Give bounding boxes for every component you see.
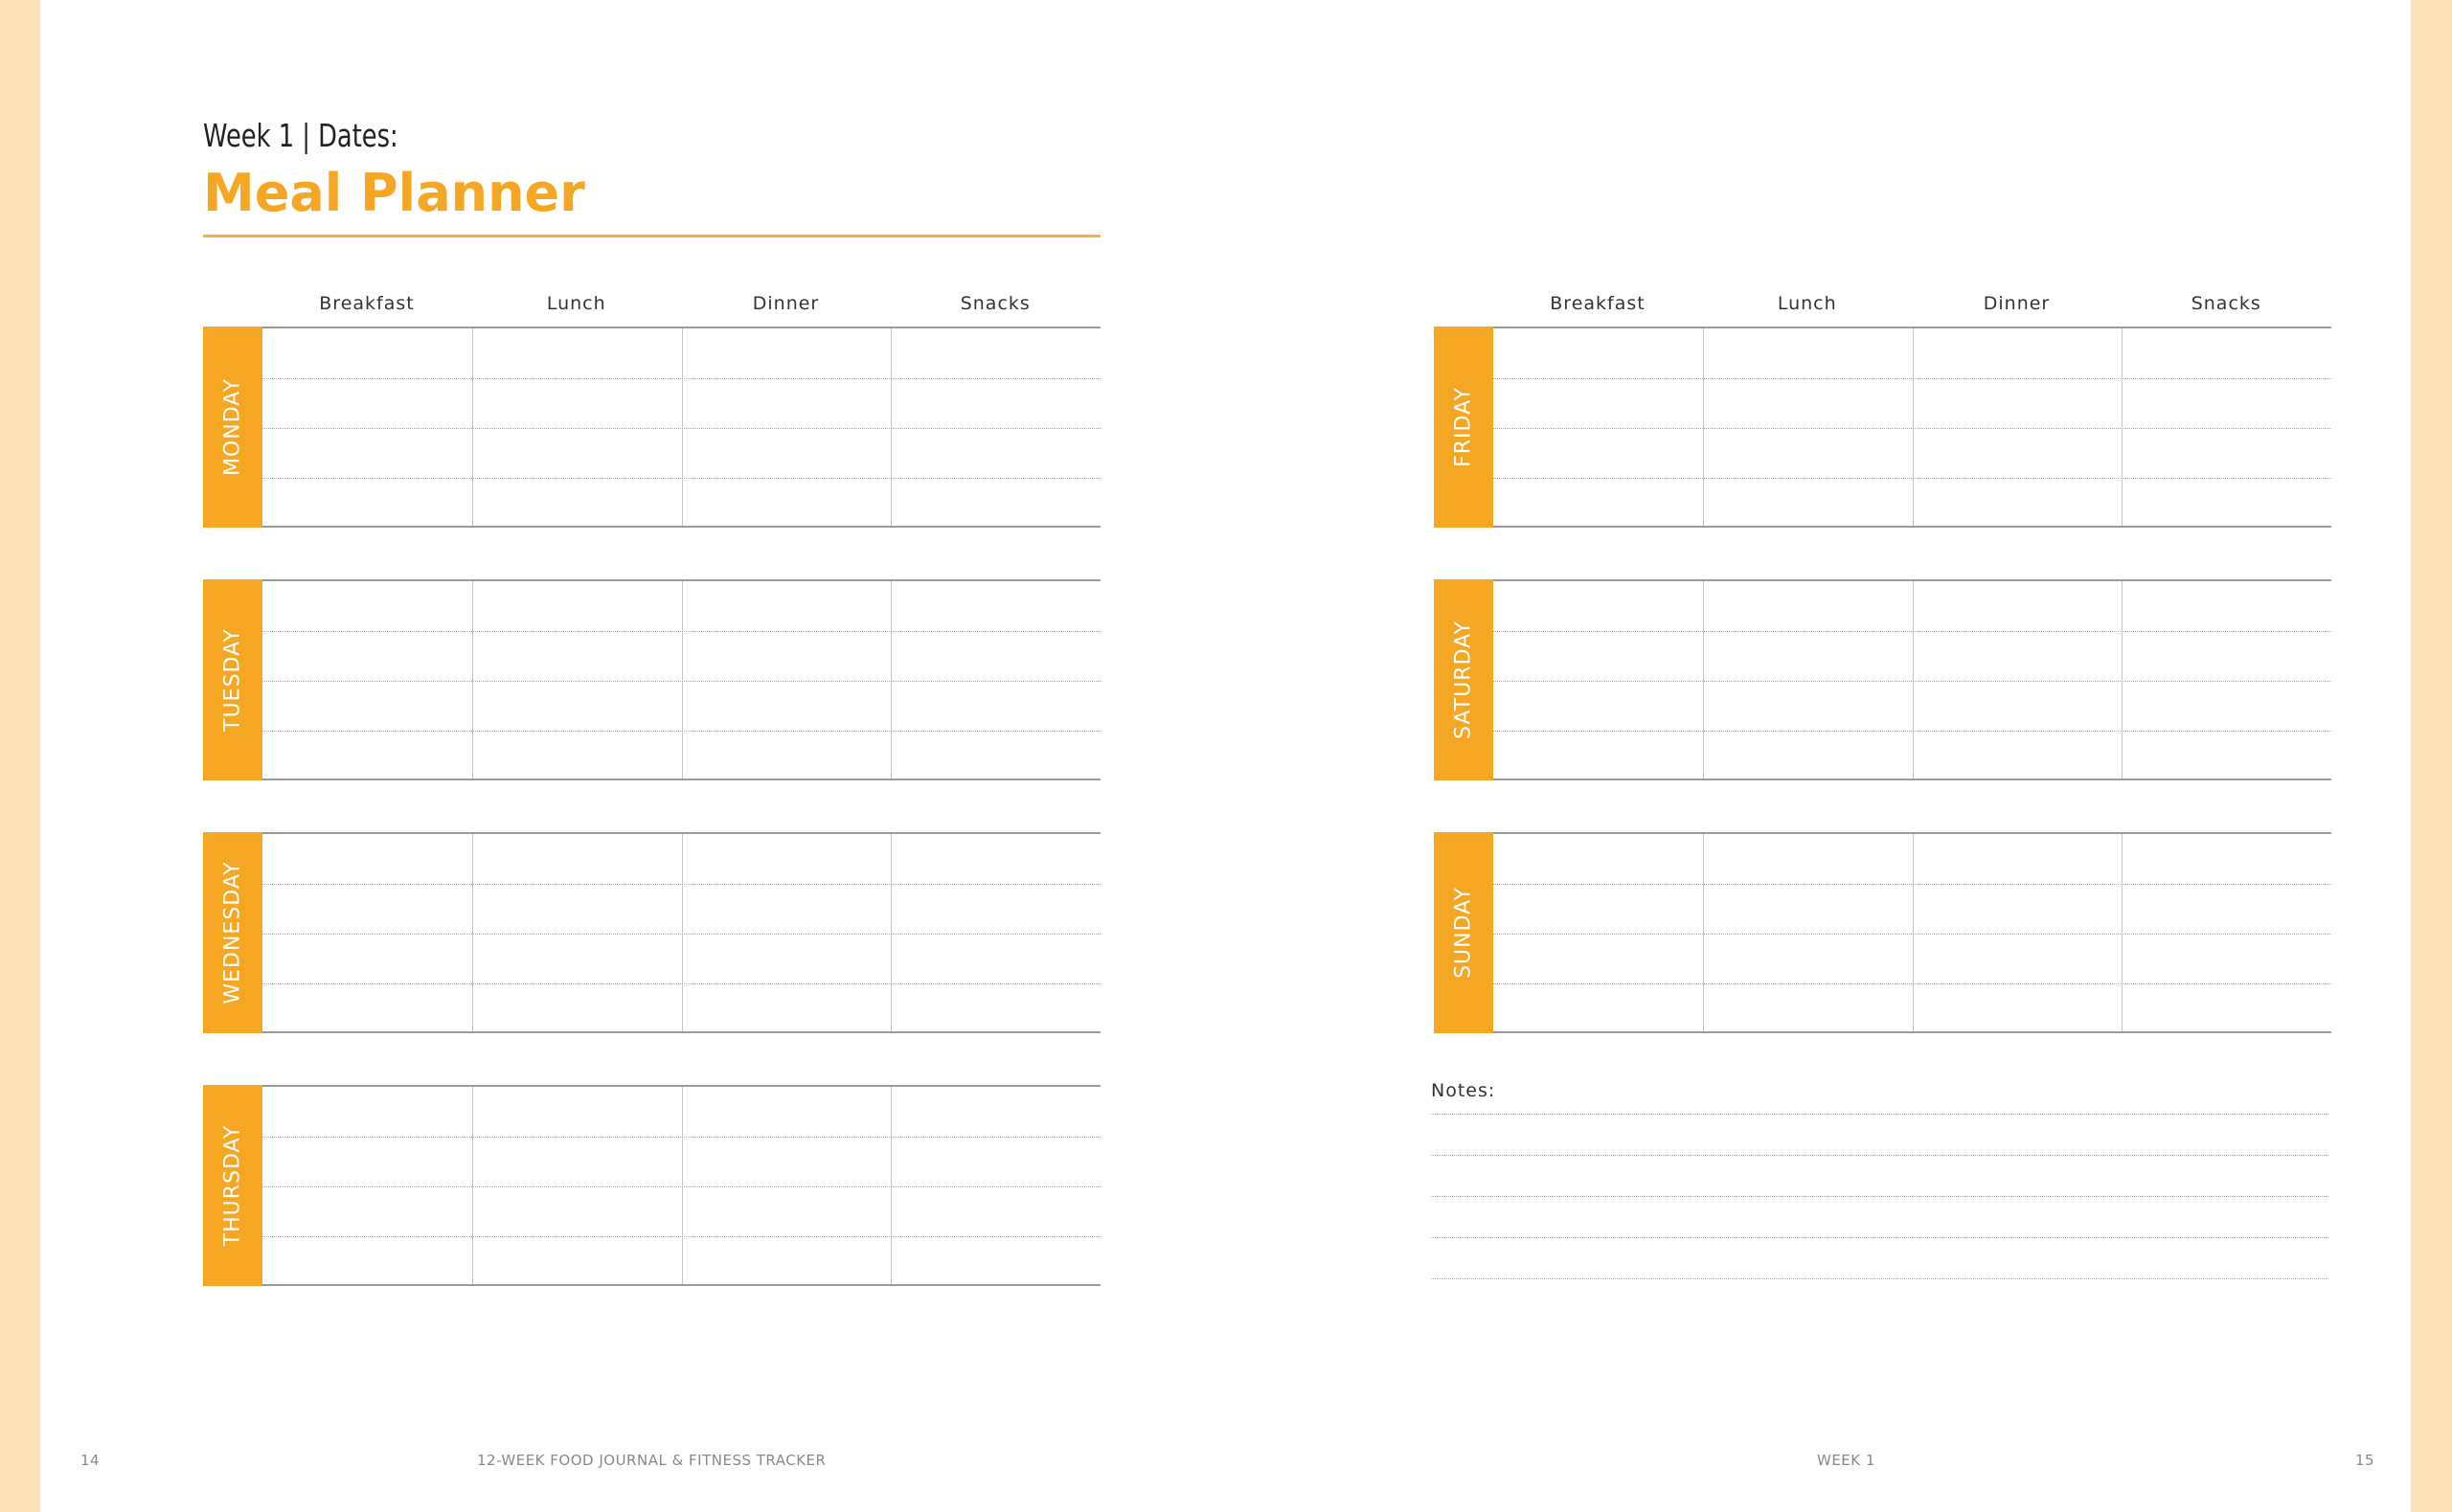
meal-grid[interactable] bbox=[1493, 327, 2331, 528]
column-header-snacks: Snacks bbox=[2191, 293, 2261, 314]
column-divider bbox=[1703, 328, 1704, 526]
day-label-tuesday: TUESDAY bbox=[220, 628, 245, 732]
day-tab bbox=[203, 832, 262, 1033]
title-underline bbox=[203, 235, 1101, 237]
column-divider bbox=[682, 1087, 683, 1284]
right-page-number: 15 bbox=[2355, 1452, 2375, 1469]
day-label-sunday: SUNDAY bbox=[1451, 887, 1476, 979]
column-header-dinner: Dinner bbox=[1983, 293, 2051, 314]
day-block-tuesday bbox=[203, 579, 1101, 780]
day-tab bbox=[1434, 579, 1493, 780]
note-line[interactable] bbox=[1431, 1155, 2328, 1156]
meal-grid[interactable] bbox=[262, 1085, 1101, 1286]
column-divider bbox=[891, 328, 892, 526]
day-block-friday bbox=[1434, 327, 2331, 528]
column-divider bbox=[472, 1087, 473, 1284]
day-block-wednesday bbox=[203, 832, 1101, 1033]
right-running-title: WEEK 1 bbox=[1817, 1452, 1875, 1469]
column-divider bbox=[891, 834, 892, 1031]
note-line[interactable] bbox=[1431, 1278, 2328, 1279]
page-title: Meal Planner bbox=[203, 163, 585, 223]
column-divider bbox=[472, 834, 473, 1031]
notes-label: Notes: bbox=[1431, 1080, 1496, 1101]
column-divider bbox=[2122, 581, 2123, 779]
column-divider bbox=[891, 581, 892, 779]
column-divider bbox=[472, 328, 473, 526]
day-tab bbox=[1434, 327, 1493, 528]
column-divider bbox=[2122, 328, 2123, 526]
left-running-title: 12-WEEK FOOD JOURNAL & FITNESS TRACKER bbox=[477, 1452, 827, 1469]
column-header-breakfast: Breakfast bbox=[319, 293, 415, 314]
column-header-dinner: Dinner bbox=[752, 293, 820, 314]
column-divider bbox=[682, 834, 683, 1031]
day-label-monday: MONDAY bbox=[220, 377, 245, 477]
day-tab bbox=[203, 579, 262, 780]
column-header-lunch: Lunch bbox=[1777, 293, 1837, 314]
day-label-thursday: THURSDAY bbox=[220, 1124, 245, 1247]
column-divider bbox=[1703, 834, 1704, 1031]
meal-grid[interactable] bbox=[1493, 579, 2331, 780]
column-header-breakfast: Breakfast bbox=[1550, 293, 1646, 314]
column-header-lunch: Lunch bbox=[546, 293, 606, 314]
note-line[interactable] bbox=[1431, 1237, 2328, 1238]
note-line[interactable] bbox=[1431, 1114, 2328, 1115]
notes-section bbox=[1431, 1080, 2328, 1101]
meal-grid[interactable] bbox=[262, 832, 1101, 1033]
column-divider bbox=[682, 328, 683, 526]
column-divider bbox=[1913, 581, 1914, 779]
meal-grid[interactable] bbox=[262, 327, 1101, 528]
column-divider bbox=[1913, 834, 1914, 1031]
day-label-friday: FRIDAY bbox=[1451, 387, 1476, 467]
column-divider bbox=[891, 1087, 892, 1284]
column-divider bbox=[2122, 834, 2123, 1031]
meal-grid[interactable] bbox=[1493, 832, 2331, 1033]
day-block-monday bbox=[203, 327, 1101, 528]
column-header-snacks: Snacks bbox=[960, 293, 1031, 314]
column-divider bbox=[1703, 581, 1704, 779]
week-dates-label: Week 1 | Dates: bbox=[203, 117, 398, 154]
day-tab bbox=[203, 327, 262, 528]
day-label-wednesday: WEDNESDAY bbox=[220, 861, 245, 1004]
column-divider bbox=[1913, 328, 1914, 526]
column-headers bbox=[1434, 293, 2331, 331]
column-divider bbox=[682, 581, 683, 779]
spread-page bbox=[40, 0, 2411, 1512]
column-headers bbox=[203, 293, 1101, 331]
column-divider bbox=[472, 581, 473, 779]
day-block-thursday bbox=[203, 1085, 1101, 1286]
day-tab bbox=[1434, 832, 1493, 1033]
day-block-sunday bbox=[1434, 832, 2331, 1033]
day-tab bbox=[203, 1085, 262, 1286]
day-block-saturday bbox=[1434, 579, 2331, 780]
day-label-saturday: SATURDAY bbox=[1451, 621, 1476, 739]
note-line[interactable] bbox=[1431, 1196, 2328, 1197]
left-page-number: 14 bbox=[80, 1452, 101, 1469]
meal-grid[interactable] bbox=[262, 579, 1101, 780]
